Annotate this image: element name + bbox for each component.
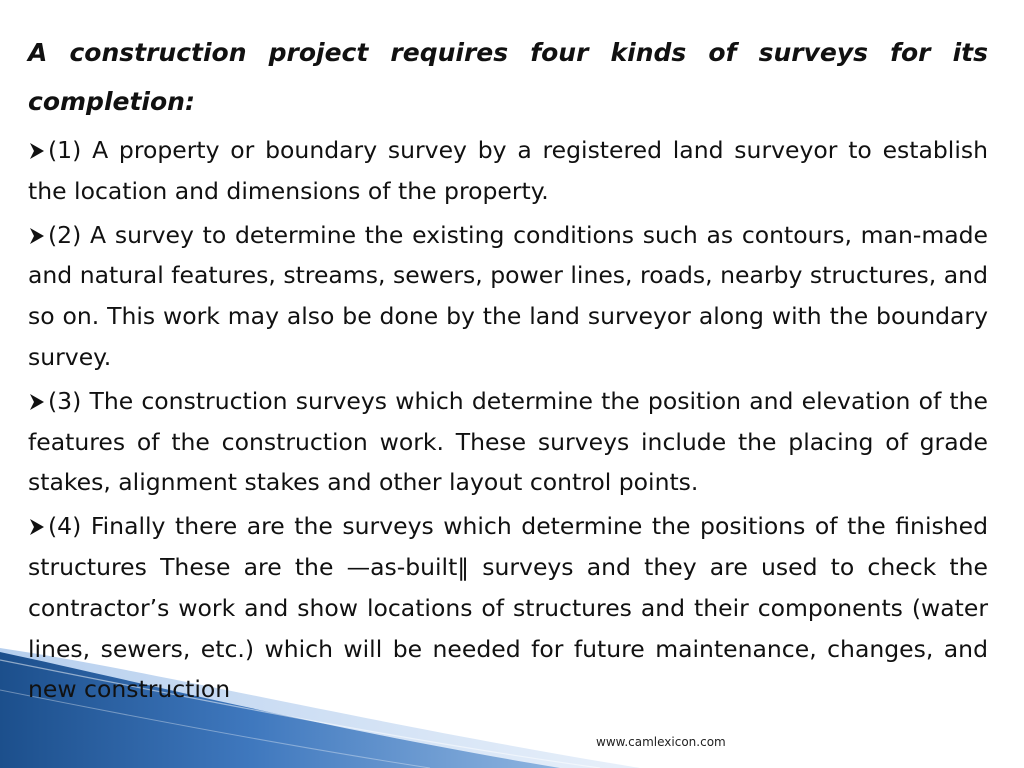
survey-item-text: (2) A survey to determine the existing conditions such as contours, man-made and natural features, streams, sewers, power lines, roads, nearby structures, and so on. This work may also be done by the land surveyor along with the boundary survey. xyxy=(28,220,988,371)
arrow-bullet-icon xyxy=(28,393,48,411)
survey-list xyxy=(28,130,988,710)
survey-item-text: (1) A property or boundary survey by a registered land surveyor to establish the location and dimensions of the property. xyxy=(28,136,988,205)
arrow-bullet-icon xyxy=(28,227,48,245)
survey-item-1 xyxy=(28,130,988,212)
arrow-bullet-icon xyxy=(28,142,48,160)
arrow-bullet-icon xyxy=(28,518,48,536)
survey-item-2 xyxy=(28,215,988,378)
slide-heading: A construction project requires four kinds of surveys for its completion: xyxy=(28,38,988,116)
survey-item-3 xyxy=(28,381,988,503)
survey-item-4 xyxy=(28,506,988,710)
survey-item-text: (3) The construction surveys which determine the position and elevation of the features of the construction work. These surveys include the placing of grade stakes, alignment stakes and other layout control points. xyxy=(28,386,988,497)
survey-item-text: (4) Finally there are the surveys which determine the positions of the finished structures These are the —as-built‖ surveys and they are used to check the contractor’s work and show locations of structures and their components (water lines, sewers, etc.) which will be needed for future maintenance, changes, and new construction xyxy=(28,512,988,704)
slide-content xyxy=(28,28,988,713)
footer-website: www.camlexicon.com xyxy=(596,735,726,749)
